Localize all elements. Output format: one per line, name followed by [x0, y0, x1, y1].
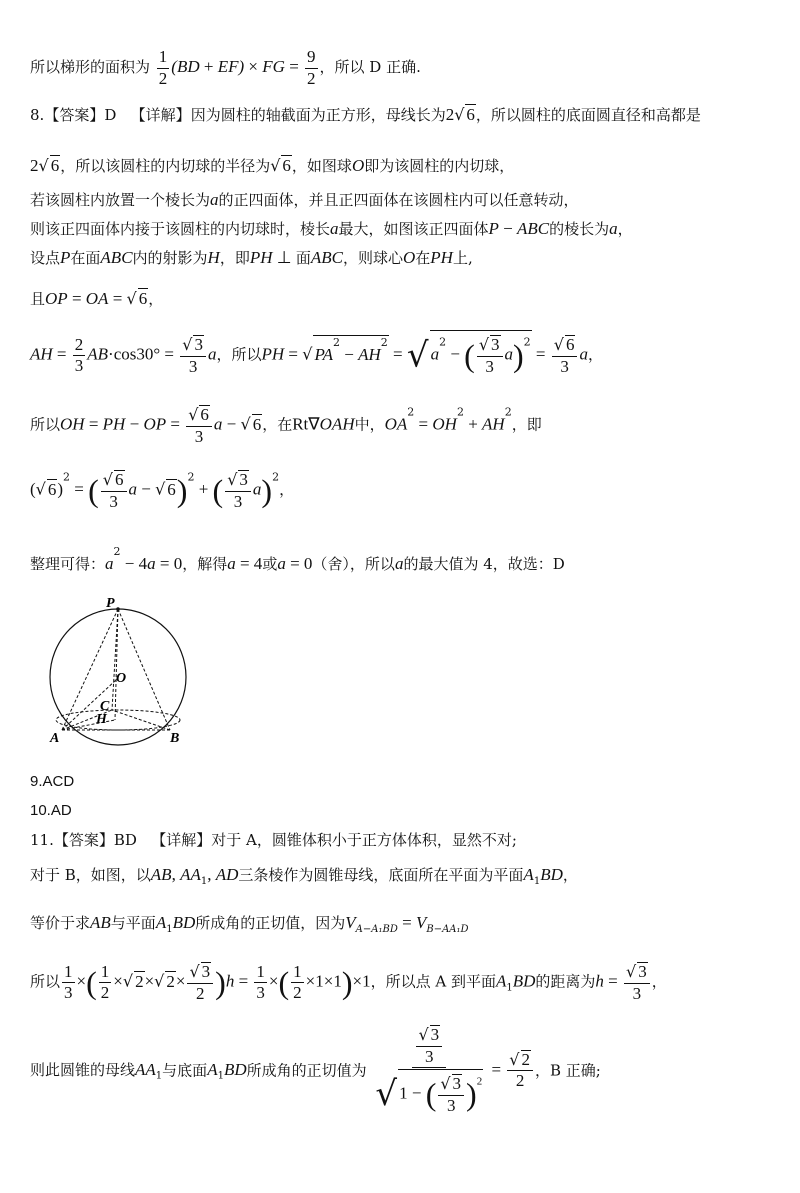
item9: 9.ACD	[30, 773, 75, 790]
item11-line5: 则此圆锥的母线$AA_1$与底面$A_1BD$所成角的正切值为 $\frac{√ 3}{3}$ √ 1 − ( $\frac{√ 3}{3}$ )$^2$ = $\frac{√ 2}{2}$ ，B 正确;	[30, 1025, 601, 1116]
item8-line1: 8.【答案】D 【详解】因为圆柱的轴截面为正方形，母线长为2√ 6，所以圆柱的底面圆直径和高都是	[30, 105, 701, 124]
height-PH	[115, 609, 118, 720]
item8-line9: (√ 6)$^2$ = ( $\frac{√ 6}{3}$ a − √ 6)$^2$ + ( $\frac{√ 3}{3}$ a)$^2$，	[30, 470, 295, 511]
label-C: C	[100, 699, 110, 714]
label-A: A	[50, 731, 60, 746]
item8-line10: 整理可得：$a^2 - 4a = 0$，解得a = 4或a = 0（舍），所以a的最大值为 4，故选：D	[30, 545, 565, 573]
item8-line5: 设点P在面ABC内的射影为H，即PH ⊥ 面ABC，则球心O在PH上,	[30, 248, 473, 267]
trapezoid-area-line: 所以梯形的面积为 $\frac{1}{2}$ (BD + EF) × FG = $\frac{9}{2}$ ，所以 D 正确.	[30, 47, 421, 88]
base-ellipse	[56, 710, 180, 730]
label-P: P	[106, 596, 115, 611]
item11-line2: 对于 B，如图，以AB, $AA_1$, AD三条棱作为圆锥母线，底面所在平面为平面$A_1BD$，	[30, 865, 578, 887]
item11-line1: 11.【答案】BD 【详解】对于 A，圆锥体积小于正方体体积，显然不对;	[30, 831, 517, 849]
label-O: O	[116, 671, 127, 686]
item10: 10.AD	[30, 802, 72, 819]
item8-line2: 2√ 6，所以该圆柱的内切球的半径为√ 6，如图球O即为该圆柱的内切球，	[30, 156, 515, 175]
edge-PA	[62, 609, 118, 730]
item8-line7: AH = $\frac{2}{3}$ AB·cos30° = $\frac{√ 3}{3}$ a，所以PH = √ $PA^2 - AH^2$ = √ $a^2$ − ( $\frac{√ 3}{3}$ a)$^2$ = $\frac{√ 6}{3}$ a，	[30, 330, 603, 376]
item8-line4: 则该正四面体内接于该圆柱的内切球时，棱长a最大，如图该正四面体P − ABC的棱长为a，	[30, 219, 633, 238]
tangent-fraction: $\frac{√ 3}{3}$ √ 1 − ( $\frac{√ 3}{3}$ )$^2$	[375, 1025, 483, 1116]
edge-PB	[118, 609, 170, 730]
fraction: $\frac{1}{2}$	[158, 47, 168, 88]
label-B: B	[170, 731, 180, 746]
point-P	[116, 607, 120, 611]
tetrahedron-sphere-figure	[40, 592, 200, 752]
item8-line6: 且OP = OA = √ 6，	[30, 289, 164, 308]
label-H: H	[96, 712, 107, 727]
item8-line3: 若该圆柱内放置一个棱长为a的正四面体，并且正四面体在该圆柱内可以任意转动，	[30, 190, 579, 209]
item8-line8: 所以OH = PH − OP = $\frac{√ 6}{3}$ a − √ 6，在Rt∇OAH中，$OA^2 = OH^2 + AH^2$，即	[30, 405, 542, 446]
item11-line4: 所以 $\frac{1}{3}$ ×( $\frac{1}{2}$ ×√ 2×√ 2× $\frac{√ 3}{2}$ )h = $\frac{1}{3}$ ×( $\frac{1}{2}$ ×1×1)×1，所以点 A 到平面$A_1BD$的距离为h = $\frac{√ 3}{3}$ ，	[30, 961, 667, 1003]
fraction: $\frac{9}{2}$	[307, 47, 316, 88]
item11-line3: 等价于求AB与平面$A_1BD$所成角的正切值，因为$V_{A-A_1BD} = V_{B-AA_1D}$	[30, 913, 469, 935]
